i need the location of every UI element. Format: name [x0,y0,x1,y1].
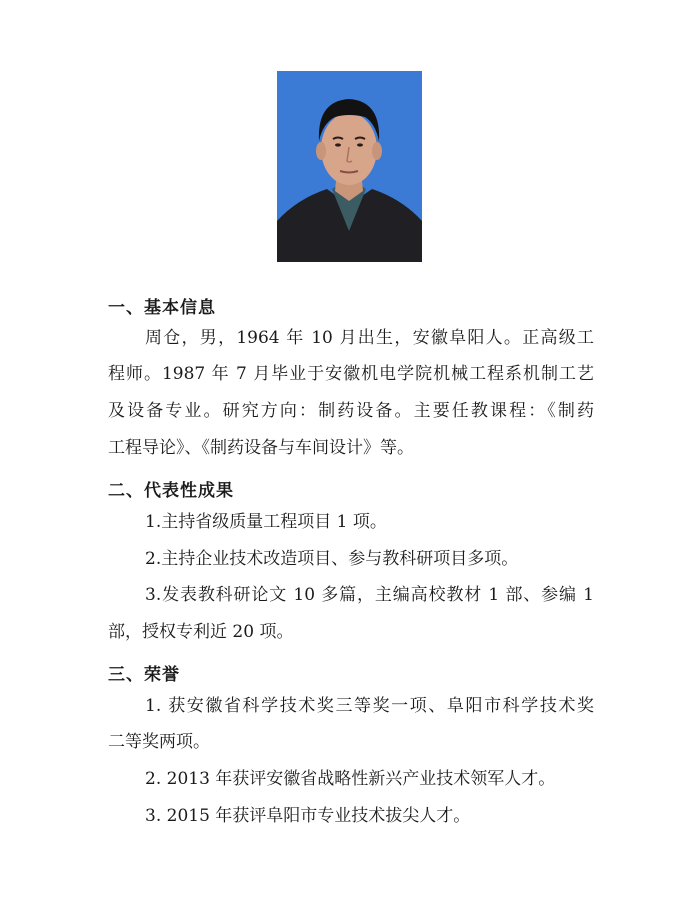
basic-info-line: 及设备专业。研究方向：制药设备。主要任教课程：《制药 [108,401,594,421]
achievement-item: 3.发表教科研论文 10 多篇，主编高校教材 1 部、参编 1 [145,585,594,605]
honor-item: 1. 获安徽省科学技术奖三等奖一项、阜阳市科学技术奖 [145,696,594,716]
basic-info-line: 周仓，男，1964 年 10 月出生，安徽阜阳人。正高级工 [145,328,594,348]
honor-item: 二等奖两项。 [108,732,210,752]
profile-photo [277,71,422,262]
basic-info-line: 工程导论》、《制药设备与车间设计》等。 [108,438,414,458]
section-heading-basic-info: 一、基本信息 [108,298,216,318]
section-heading-honors: 三、荣誉 [108,665,180,685]
section-heading-achievements: 二、代表性成果 [108,481,234,501]
basic-info-line: 程师。1987 年 7 月毕业于安徽机电学院机械工程系机制工艺 [108,364,594,384]
achievement-item: 2.主持企业技术改造项目、参与教科研项目多项。 [145,549,519,569]
honor-item: 3. 2015 年获评阜阳市专业技术拔尖人才。 [145,806,471,826]
achievement-item: 1.主持省级质量工程项目 1 项。 [145,512,387,532]
honor-item: 2. 2013 年获评安徽省战略性新兴产业技术领军人才。 [145,769,556,789]
achievement-item: 部，授权专利近 20 项。 [108,622,294,642]
